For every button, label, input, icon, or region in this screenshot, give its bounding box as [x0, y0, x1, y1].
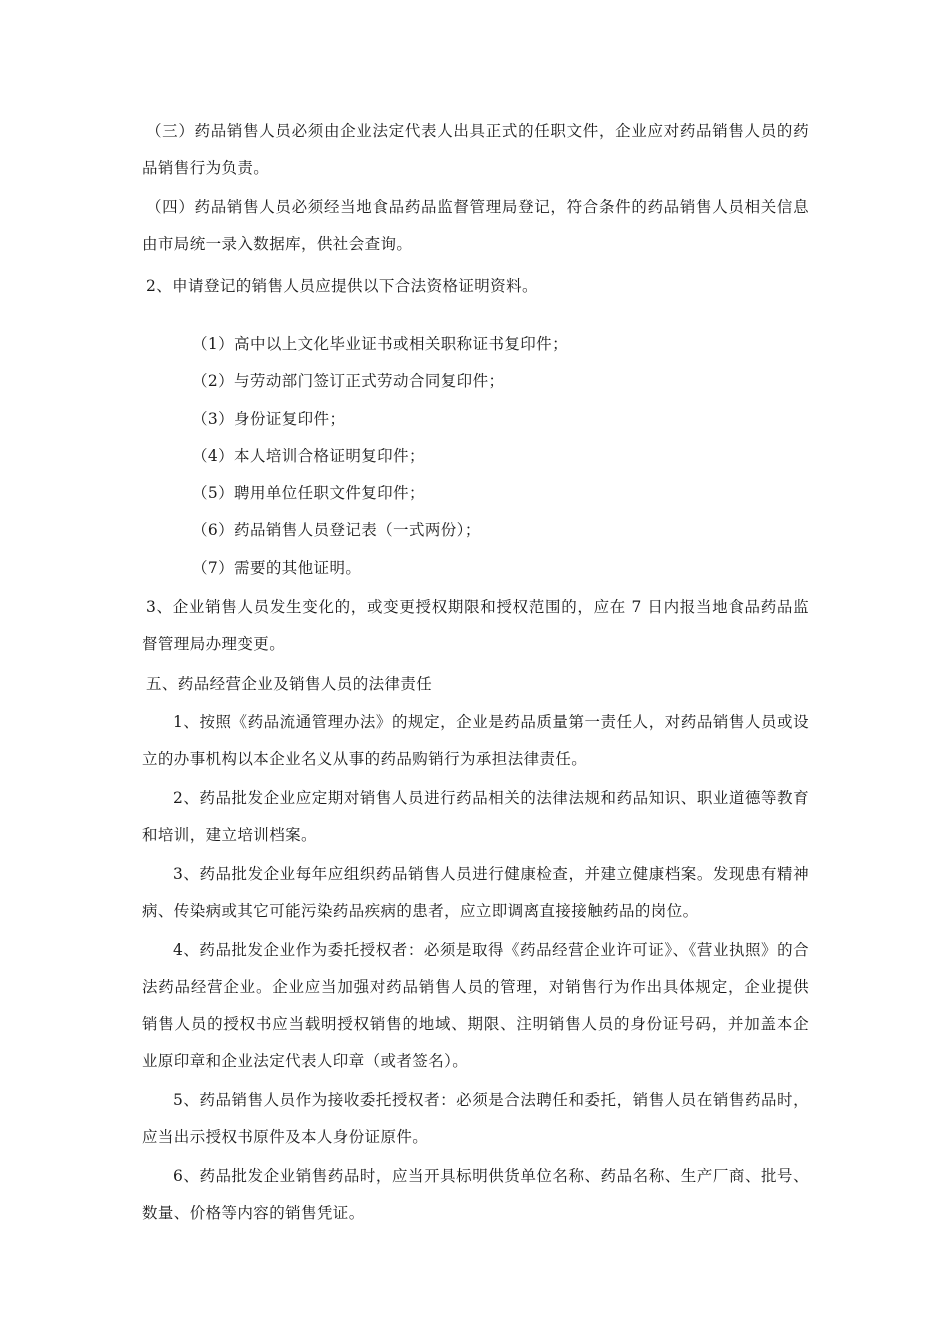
list-item: （7）需要的其他证明。 — [192, 558, 362, 577]
section-paragraph-3: 3、药品批发企业每年应组织药品销售人员进行健康检查，并建立健康档案。发现患有精神病、传染病或其它可能污染药品疾病的患者，应立即调离直接接触药品的岗位。 — [142, 865, 809, 920]
list-item: （5）聘用单位任职文件复印件； — [192, 484, 425, 503]
paragraph-item-4: （四）药品销售人员必须经当地食品药品监督管理局登记，符合条件的药品销售人员相关信息由市局统一录入数据库，供社会查询。 — [142, 198, 809, 253]
list-item: （2）与劳动部门签订正式劳动合同复印件； — [192, 372, 505, 391]
section-paragraph-4: 4、药品批发企业作为委托授权者：必须是取得《药品经营企业许可证》、《营业执照》的合法药品经营企业。企业应当加强对药品销售人员的管理，对销售行为作出具体规定，企业提供销售人员的授权书应当载明授权销售的地域、期限、注明销售人员的身份证号码，并加盖本企业原印章和企业法定代表人印章（或者签名）。 — [142, 941, 809, 1070]
paragraph-item-2: 2、申请登记的销售人员应提供以下合法资格证明资料。 — [146, 277, 538, 295]
section-paragraph-5: 5、药品销售人员作为接收委托授权者：必须是合法聘任和委托，销售人员在销售药品时，应当出示授权书原件及本人身份证原件。 — [142, 1091, 809, 1146]
section-heading: 五、药品经营企业及销售人员的法律责任 — [146, 675, 433, 693]
list-item: （3）身份证复印件； — [192, 409, 346, 428]
list-item: （6）药品销售人员登记表（一式两份）； — [192, 521, 481, 540]
section-paragraph-2: 2、药品批发企业应定期对销售人员进行药品相关的法律法规和药品知识、职业道德等教育和培训，建立培训档案。 — [142, 789, 809, 844]
paragraph-change-report: 3、企业销售人员发生变化的，或变更授权期限和授权范围的，应在 7 日内报当地食品药品监督管理局办理变更。 — [142, 598, 809, 653]
section-paragraph-1: 1、按照《药品流通管理办法》的规定，企业是药品质量第一责任人，对药品销售人员或设立的办事机构以本企业名义从事的药品购销行为承担法律责任。 — [142, 713, 809, 768]
list-item: （1）高中以上文化毕业证书或相关职称证书复印件； — [192, 335, 568, 353]
list-item: （4）本人培训合格证明复印件； — [192, 446, 425, 465]
paragraph-item-3: （三）药品销售人员必须由企业法定代表人出具正式的任职文件，企业应对药品销售人员的药品销售行为负责。 — [142, 122, 809, 177]
materials-list — [192, 326, 568, 587]
section-paragraph-6: 6、药品批发企业销售药品时，应当开具标明供货单位名称、药品名称、生产厂商、批号、数量、价格等内容的销售凭证。 — [142, 1167, 809, 1222]
